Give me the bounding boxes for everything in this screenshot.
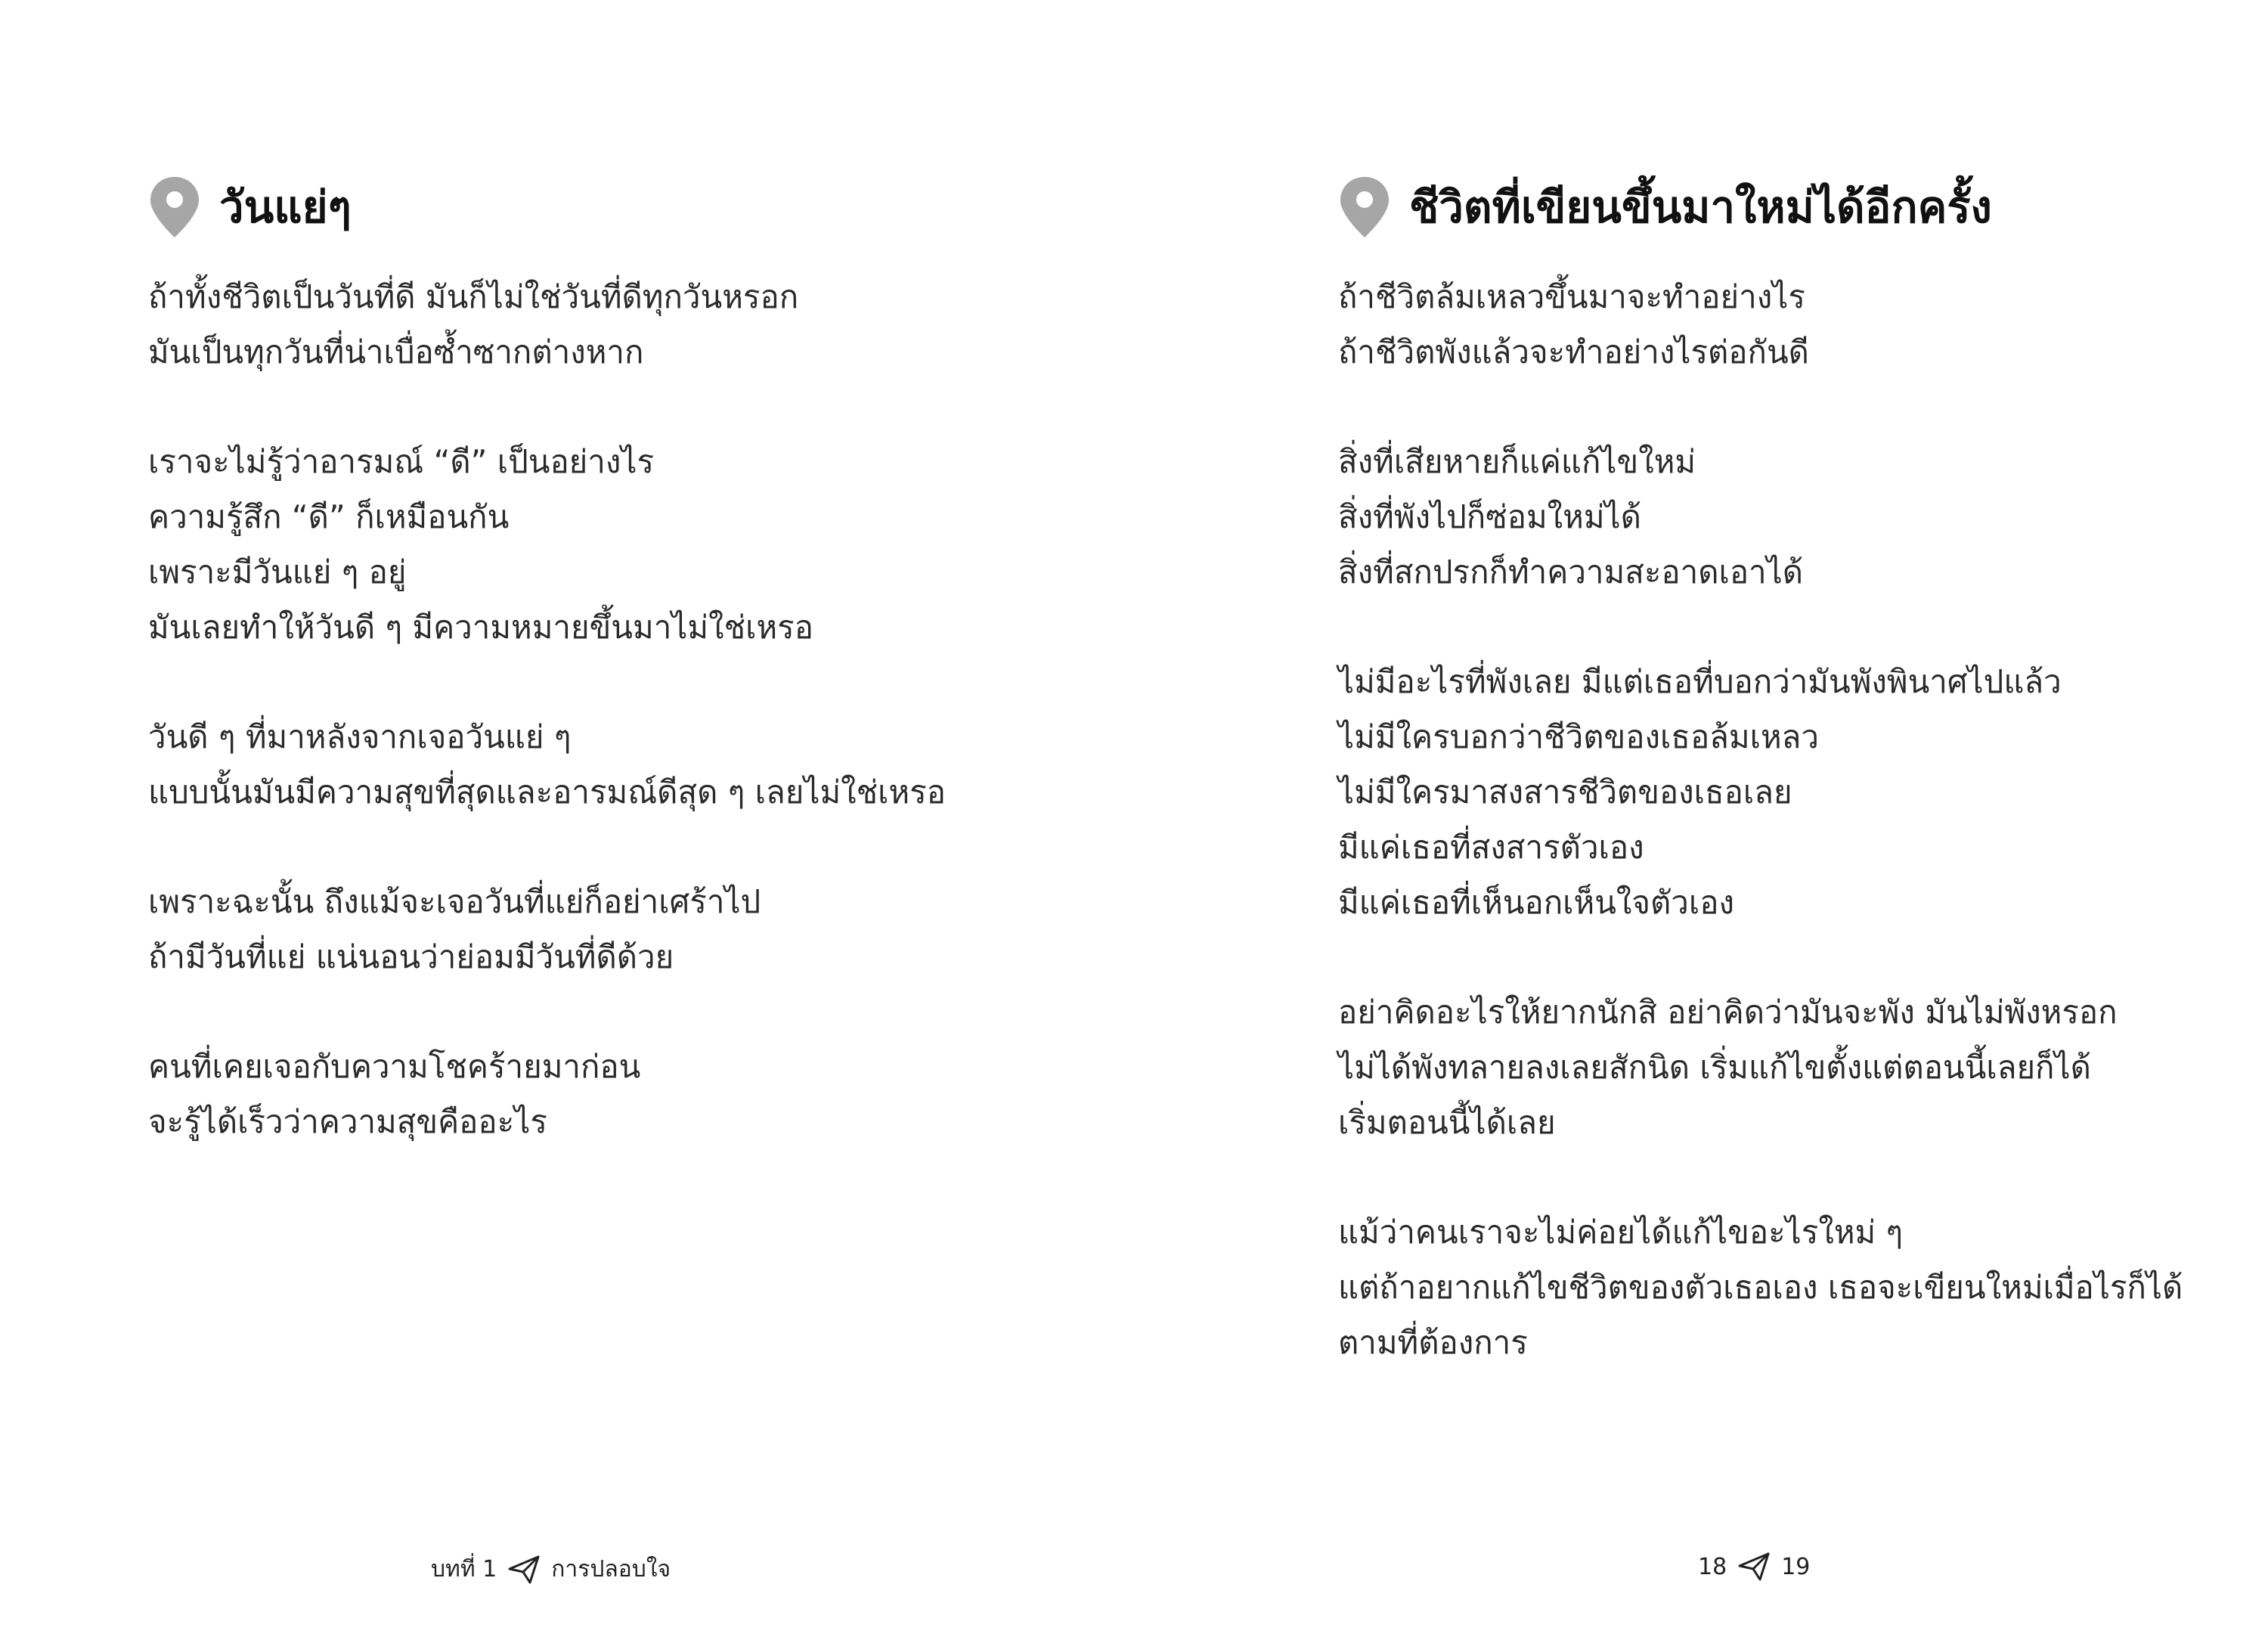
location-pin-icon: [1338, 175, 1391, 239]
text-line: ไม่มีอะไรที่พังเลย มีแต่เธอที่บอกว่ามันพังพินาศไปแล้ว: [1338, 663, 2062, 700]
stanza: [1338, 654, 2183, 930]
paper-plane-icon: [507, 1555, 541, 1585]
chapter-label: บทที่ 1: [431, 1556, 497, 1583]
text-line: มันเป็นทุกวันที่น่าเบื่อซ้ำซากต่างหาก: [148, 333, 644, 370]
text-line: สิ่งที่พังไปก็ซ่อมใหม่ได้: [1338, 498, 1641, 535]
stanza: [148, 874, 946, 984]
page-number-right: 19: [1781, 1553, 1811, 1580]
paper-plane-icon: [1737, 1552, 1771, 1582]
text-line: เริ่มตอนนี้ได้เลย: [1338, 1104, 1556, 1141]
page-title: วันแย่ๆ: [219, 181, 352, 233]
stanza: [1338, 984, 2183, 1150]
location-pin-icon: [148, 175, 201, 239]
right-body: [1338, 269, 2183, 1424]
text-line: ไม่มีใครบอกว่าชีวิตของเธอล้มเหลว: [1338, 718, 1819, 755]
text-line: เพราะมีวันแย่ ๆ อยู่: [148, 553, 407, 591]
stanza: [1338, 1204, 2183, 1370]
text-line: มีแค่เธอที่เห็นอกเห็นใจตัวเอง: [1338, 884, 1734, 921]
text-line: คนที่เคยเจอกับความโชคร้ายมาก่อน: [148, 1048, 641, 1085]
text-line: ตามที่ต้องการ: [1338, 1324, 1528, 1361]
text-line: มันเลยทำให้วันดี ๆ มีความหมายขึ้นมาไม่ใช่เหรอ: [148, 609, 813, 646]
text-line: สิ่งที่สกปรกก็ทำความสะอาดเอาได้: [1338, 553, 1804, 591]
right-page: [1134, 0, 2268, 1643]
left-body: [148, 269, 946, 1204]
section-label: การปลอบใจ: [551, 1556, 671, 1583]
text-line: เพราะฉะนั้น ถึงแม้จะเจอวันที่แย่ก็อย่าเศร้าไป: [148, 883, 761, 920]
text-line: ถ้ามีวันที่แย่ แน่นอนว่าย่อมมีวันที่ดีด้วย: [148, 938, 674, 975]
stanza: [1338, 269, 2183, 380]
left-footer: [431, 1552, 671, 1587]
stanza: [148, 434, 946, 655]
text-line: แม้ว่าคนเราจะไม่ค่อยได้แก้ไขอะไรใหม่ ๆ: [1338, 1214, 1904, 1251]
text-line: ไม่มีใครมาสงสารชีวิตของเธอเลย: [1338, 773, 1792, 811]
stanza: [148, 269, 946, 380]
right-footer: [1698, 1552, 1810, 1582]
text-line: อย่าคิดอะไรให้ยากนักสิ อย่าคิดว่ามันจะพัง มันไม่พังหรอก: [1338, 994, 2118, 1031]
text-line: สิ่งที่เสียหายก็แค่แก้ไขใหม่: [1338, 443, 1696, 480]
text-line: ถ้าชีวิตล้มเหลวขึ้นมาจะทำอย่างไร: [1338, 278, 1805, 315]
text-line: มีแค่เธอที่สงสารตัวเอง: [1338, 829, 1644, 866]
text-line: จะรู้ได้เร็วว่าความสุขคืออะไร: [148, 1103, 547, 1140]
page-title: ชีวิตที่เขียนขึ้นมาใหม่ได้อีกครั้ง: [1409, 181, 1992, 233]
stanza: [148, 709, 946, 820]
page-number-left: 18: [1698, 1553, 1727, 1580]
text-line: แบบนั้นมันมีความสุขที่สุดและอารมณ์ดีสุด ๆ เลยไม่ใช่เหรอ: [148, 773, 946, 811]
text-line: ไม่ได้พังทลายลงเลยสักนิด เริ่มแก้ไขตั้งแต่ตอนนี้เลยก็ได้: [1338, 1049, 2091, 1086]
text-line: เราจะไม่รู้ว่าอารมณ์ “ดี” เป็นอย่างไร: [148, 443, 655, 480]
left-heading: [148, 175, 352, 239]
text-line: แต่ถ้าอยากแก้ไขชีวิตของตัวเธอเอง เธอจะเขียนใหม่เมื่อไรก็ได้: [1338, 1269, 2183, 1306]
text-line: ถ้าชีวิตพังแล้วจะทำอย่างไรต่อกันดี: [1338, 333, 1809, 370]
right-heading: [1338, 175, 1992, 239]
text-line: วันดี ๆ ที่มาหลังจากเจอวันแย่ ๆ: [148, 718, 572, 755]
stanza: [148, 1039, 946, 1149]
stanza: [1338, 434, 2183, 600]
text-line: ความรู้สึก “ดี” ก็เหมือนกัน: [148, 498, 510, 535]
text-line: ถ้าทั้งชีวิตเป็นวันที่ดี มันก็ไม่ใช่วันที่ดีทุกวันหรอก: [148, 278, 799, 315]
